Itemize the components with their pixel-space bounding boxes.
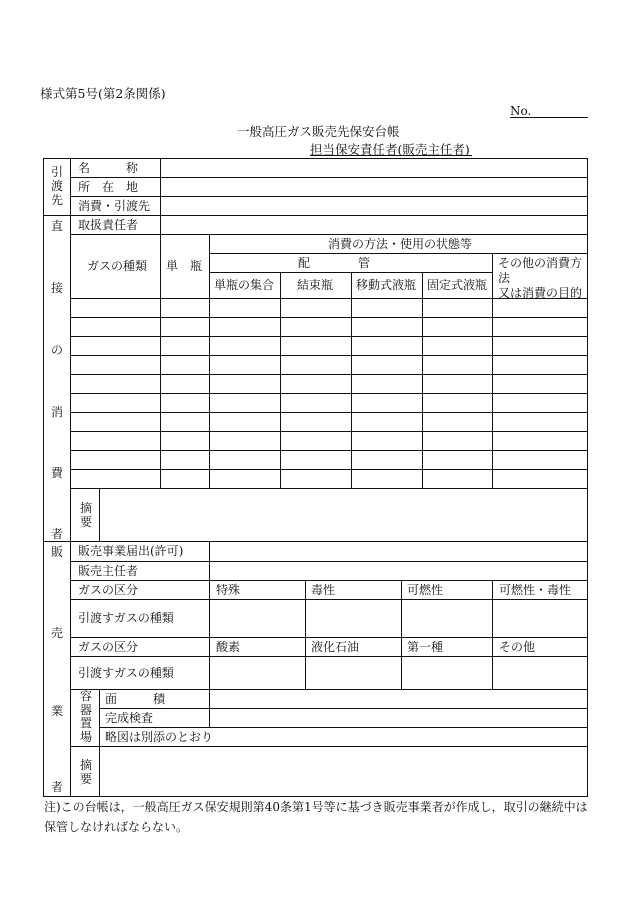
footer-note: 注)この台帳は，一般高圧ガス保安規則第40条第1号等に基づき販売事業者が作成し，取引の継続中は保管しなければならない。 (44, 800, 588, 834)
class-other: その他 (499, 640, 536, 654)
consumer-heading-char-2: 接 (50, 281, 63, 295)
piping-col-fixed: 固定式液瓶 (427, 278, 488, 292)
form-number: 様式第5号(第2条関係) (40, 86, 166, 101)
class-flammable: 可燃性 (407, 583, 444, 597)
other-method-line-3: 又は消費の目的 (498, 286, 583, 300)
class-type-one: 第一種 (407, 640, 444, 654)
consumer-heading-char-1: 直 (50, 219, 63, 233)
piping-col-bound: 結束瓶 (297, 278, 334, 292)
consumer-heading-char-4: 消 (50, 405, 63, 419)
piping-col-mobile: 移動式液瓶 (356, 278, 417, 292)
gas-class-label-a: ガスの区分 (78, 583, 139, 597)
piping-header: 配 管 (298, 256, 371, 270)
seller-heading-char-3: 業 (50, 704, 63, 718)
other-method-line-1: その他の消費方 (498, 256, 583, 270)
class-oxygen: 酸素 (216, 640, 241, 654)
seller-remarks-label: 摘要 (79, 758, 92, 786)
gas-delivered-label-b: 引渡すガスの種類 (78, 666, 174, 680)
method-header: 消費の方法・使用の状態等 (328, 237, 473, 251)
seller-heading-char-2: 売 (50, 626, 63, 640)
recipient-address-label: 所 在 地 (78, 180, 139, 194)
consumer-remarks-label: 摘要 (79, 501, 92, 529)
recipient-place-label: 消費・引渡先 (78, 199, 151, 213)
other-method-line-2: 法 (498, 271, 511, 285)
piping-col-bundle-set: 単瓶の集合 (214, 278, 275, 292)
officer-label: 担当保安責任者(販売主任者) (310, 142, 470, 157)
sales-chief-label: 販売主任者 (78, 564, 139, 578)
sketch-note: 略図は別添のとおり (105, 730, 214, 744)
recipient-heading: 引渡先 (50, 165, 63, 207)
number-label: No. (510, 104, 532, 118)
class-special: 特殊 (216, 583, 241, 597)
recipient-name-label: 名 称 (78, 161, 139, 175)
seller-heading-char-4: 者 (50, 780, 63, 794)
storage-area-label: 面 積 (105, 692, 166, 706)
class-toxic: 毒性 (311, 583, 336, 597)
manager-label: 取扱責任者 (78, 218, 139, 232)
completion-inspection-label: 完成検査 (105, 711, 154, 725)
seller-heading-char-1: 販 (50, 545, 63, 559)
consumer-heading-char-5: 費 (50, 466, 63, 480)
sales-notification-label: 販売事業届出(許可) (78, 544, 184, 558)
storage-heading: 容器置場 (79, 689, 92, 744)
cylinder-header: 単 瓶 (166, 259, 203, 273)
gas-delivered-label-a: 引渡すガスの種類 (78, 611, 174, 625)
gas-class-label-b: ガスの区分 (78, 640, 139, 654)
document-title: 一般高圧ガス販売先保安台帳 (237, 124, 400, 139)
class-flammable-toxic: 可燃性・毒性 (499, 583, 572, 597)
consumer-heading-char-3: の (50, 343, 63, 357)
consumer-heading-char-6: 者 (50, 527, 63, 541)
class-lpg: 液化石油 (311, 640, 360, 654)
gas-type-header: ガスの種類 (87, 259, 148, 273)
